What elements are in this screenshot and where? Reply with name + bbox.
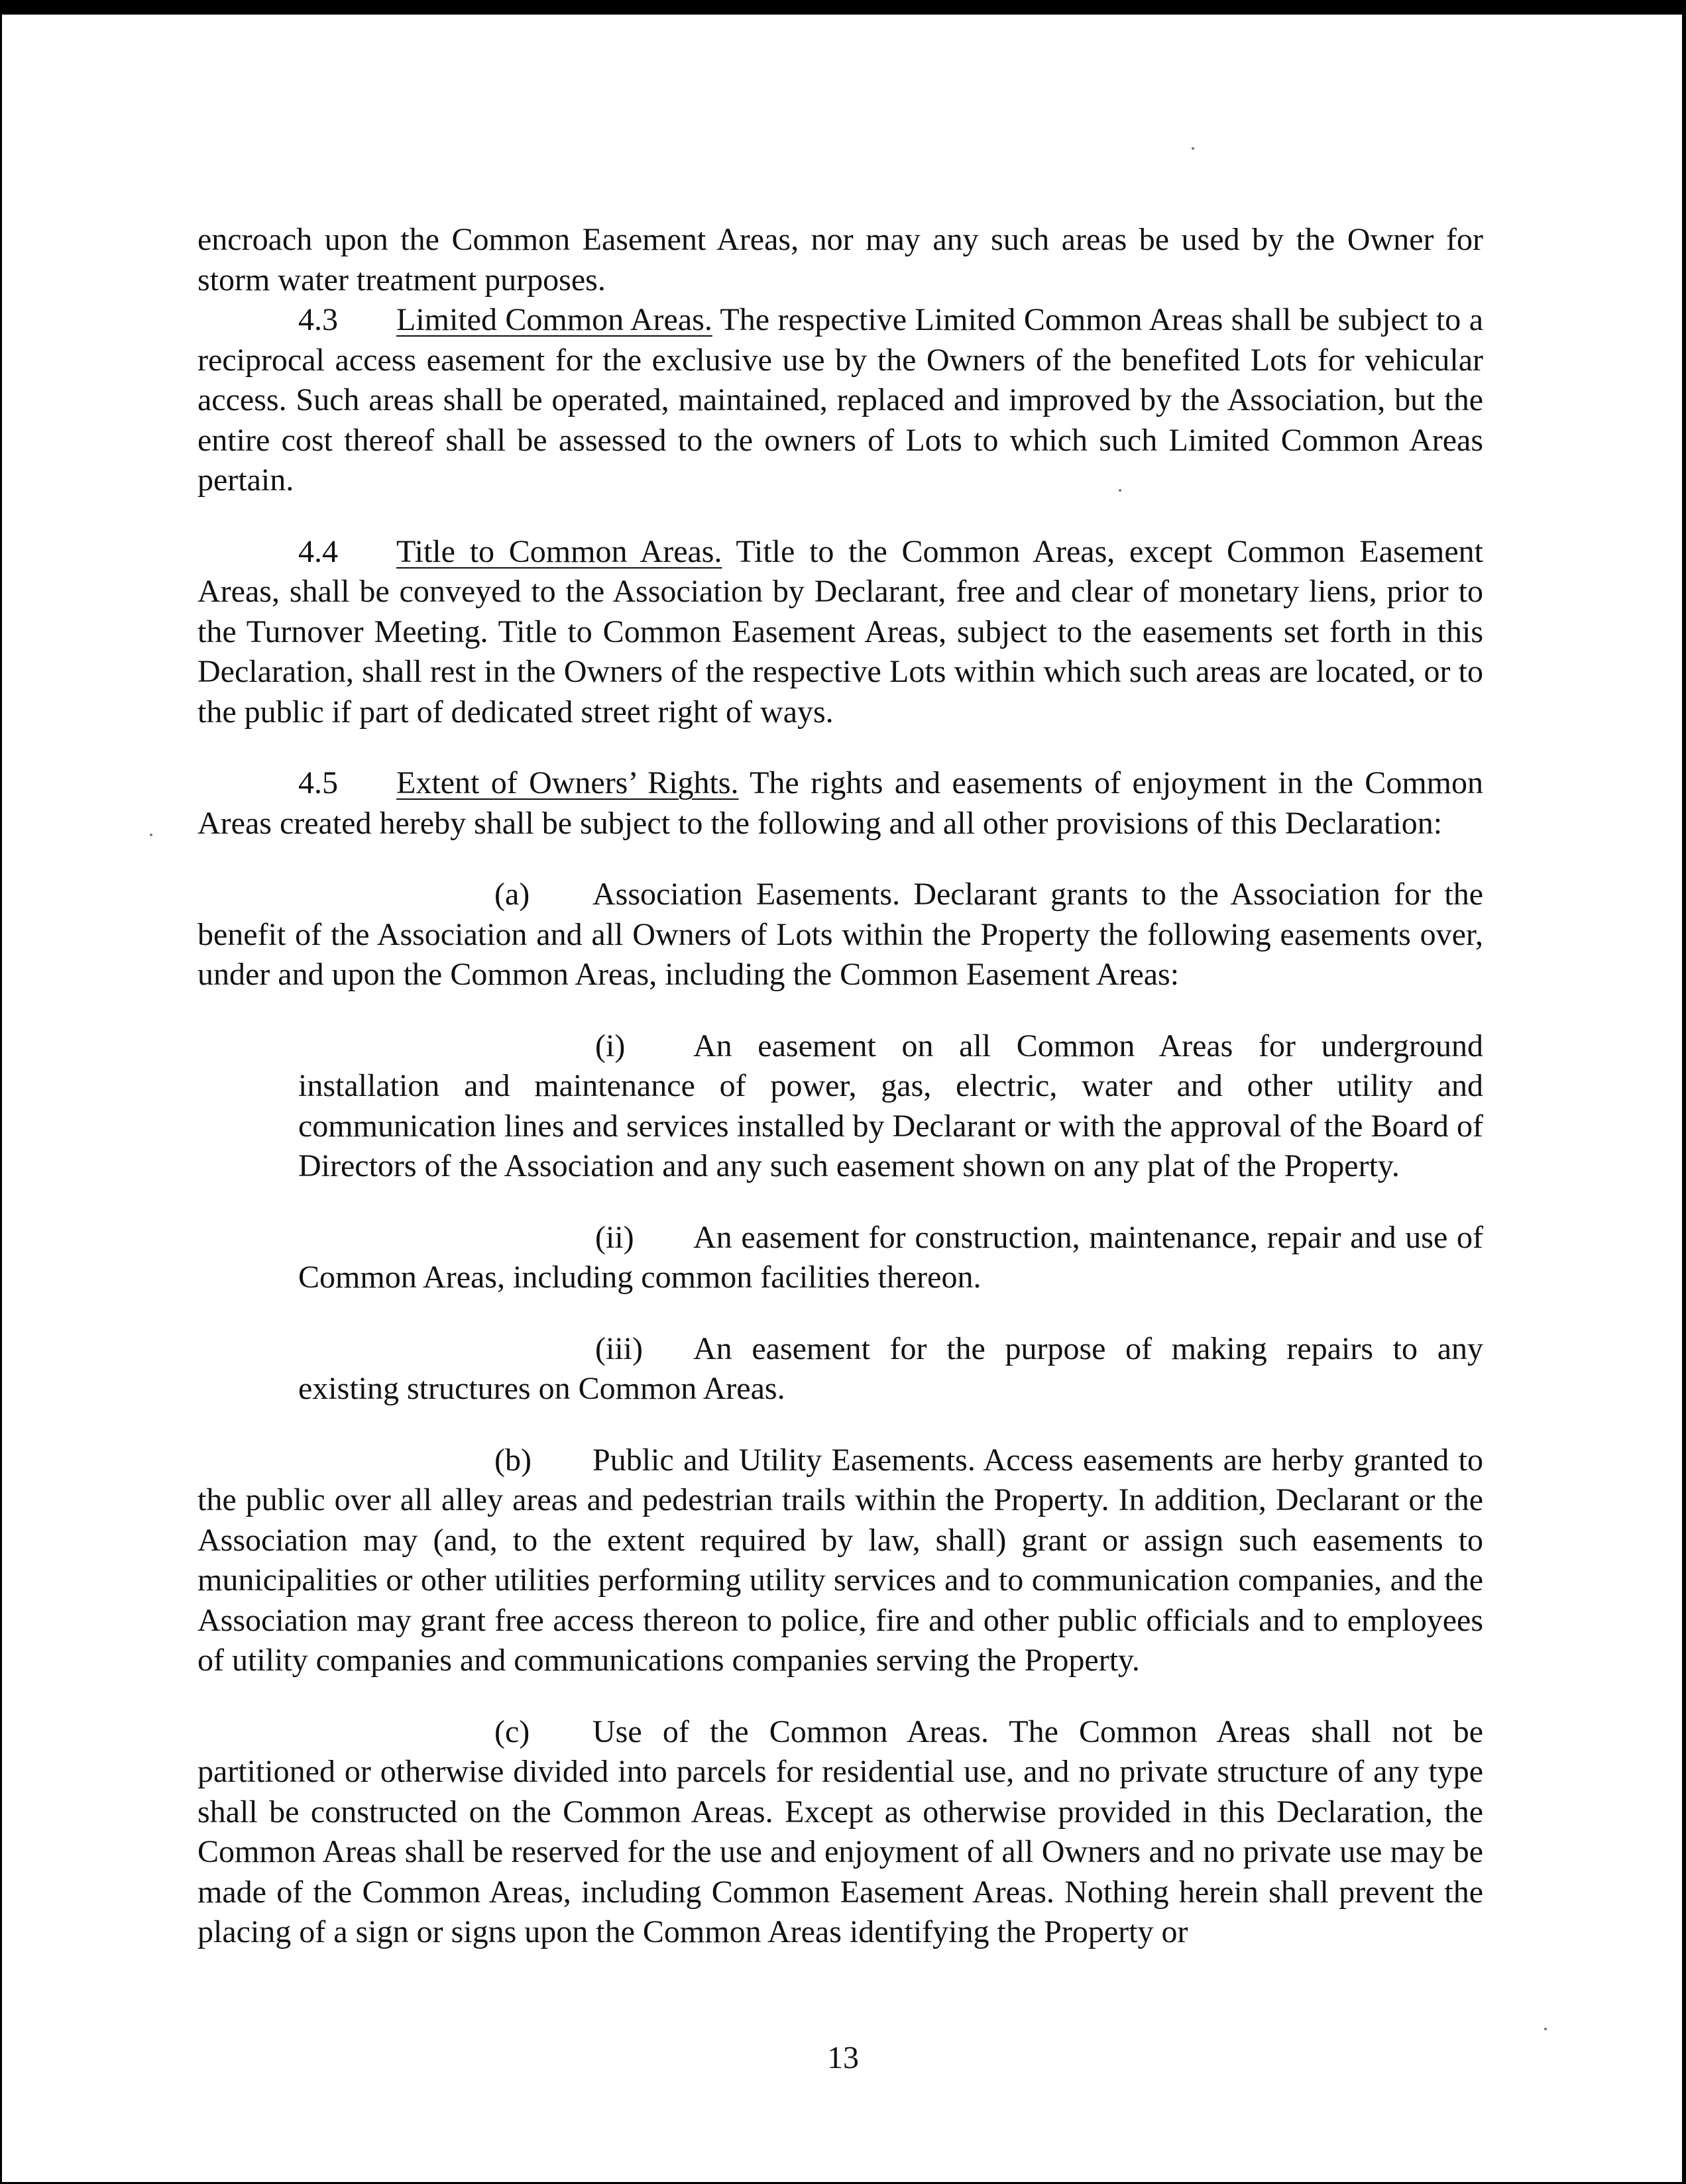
subsection-label: (c)	[494, 1714, 530, 1749]
scan-border-left	[0, 0, 2, 2184]
section-number: 4.4	[298, 533, 338, 569]
section-text: The respective Limited Common Areas shall be subject to a reciprocal access easement for the exclusive use by the Owners of the benefited Lots for vehicular access. Such areas shall be operated, maintained, replaced and improved by the Association, but the entire cost thereof shall be assessed to the owners of Lots to which such Limited Common Areas pertain.	[197, 302, 1483, 498]
clause-text: An easement for construction, maintenance, repair and use of Common Areas, including common facilities thereon.	[298, 1219, 1483, 1295]
section-number: 4.3	[298, 302, 338, 337]
page-number: 13	[827, 2040, 859, 2075]
section-4-4	[197, 532, 1483, 733]
section-heading: Limited Common Areas.	[396, 302, 712, 337]
subsection-text: Use of the Common Areas. The Common Areas shall not be partitioned or otherwise divided into parcels for residential use, and no private structure of any type shall be constructed on the Common Areas. Except as otherwise provided in this Declaration, the Common Areas shall be reserved for the use and enjoyment of all Owners and no private use may be made of the Common Areas, including Common Easement Areas. Nothing herein shall prevent the placing of a sign or signs upon the Common Areas identifying the Property or	[197, 1714, 1483, 1949]
section-text: The rights and easements of enjoyment in the Common Areas created hereby shall be subject to the following and all other provisions of this Declaration:	[197, 765, 1483, 841]
subsection-a	[197, 875, 1483, 995]
section-4-3	[197, 300, 1483, 501]
scan-speck	[1544, 2028, 1547, 2030]
section-text: Title to the Common Areas, except Common Easement Areas, shall be conveyed to the Association by Declarant, free and clear of monetary liens, prior to the Turnover Meeting. Title to Common Easement Areas, subject to the easements set forth in this Declaration, shall rest in the Owners of the respective Lots within which such areas are located, or to the public if part of dedicated street right of ways.	[197, 533, 1483, 730]
section-4-5	[197, 763, 1483, 844]
scan-speck	[1192, 147, 1194, 150]
clause-iii	[298, 1329, 1483, 1409]
paragraph-continuation: encroach upon the Common Easement Areas, nor may any such areas be used by the Owner for storm water treatment purposes.	[197, 222, 1483, 298]
document-page	[197, 220, 1483, 1953]
clause-label: (iii)	[595, 1331, 643, 1366]
scan-border-right	[1682, 0, 1686, 2184]
section-number: 4.5	[298, 765, 338, 800]
subsection-text: Public and Utility Easements. Access easements are herby granted to the public over all alley areas and pedestrian trails within the Property. In addition, Declarant or the Association may (and, to the extent required by law, shall) grant or assign such easements to municipalities or other utilities performing utility services and to communication companies, and the Association may grant free access thereon to police, fire and other public officials and to employees of utility companies and communications companies serving the Property.	[197, 1442, 1483, 1678]
subsection-b	[197, 1441, 1483, 1681]
scan-speck	[150, 834, 152, 836]
clause-ii	[298, 1218, 1483, 1298]
section-heading: Extent of Owners’ Rights.	[396, 765, 739, 800]
clause-label: (i)	[595, 1028, 626, 1064]
subsection-label: (b)	[494, 1442, 532, 1478]
subsection-label: (a)	[494, 877, 530, 912]
clause-text: An easement for the purpose of making repairs to any existing structures on Common Areas.	[298, 1331, 1483, 1406]
subsection-c	[197, 1712, 1483, 1953]
clause-label: (ii)	[595, 1219, 634, 1255]
scan-border-top	[0, 0, 1686, 15]
section-heading: Title to Common Areas.	[396, 533, 722, 569]
clause-text: An easement on all Common Areas for underground installation and maintenance of power, gas, electric, water and other utility and communication lines and services installed by Declarant or with the approval of the Board of Directors of the Association and any such easement shown on any plat of the Property.	[298, 1028, 1483, 1183]
subsection-text: Association Easements. Declarant grants to the Association for the benefit of the Association and all Owners of Lots within the Property the following easements over, under and upon the Common Areas, including the Common Easement Areas:	[197, 877, 1483, 992]
clause-i	[298, 1026, 1483, 1187]
